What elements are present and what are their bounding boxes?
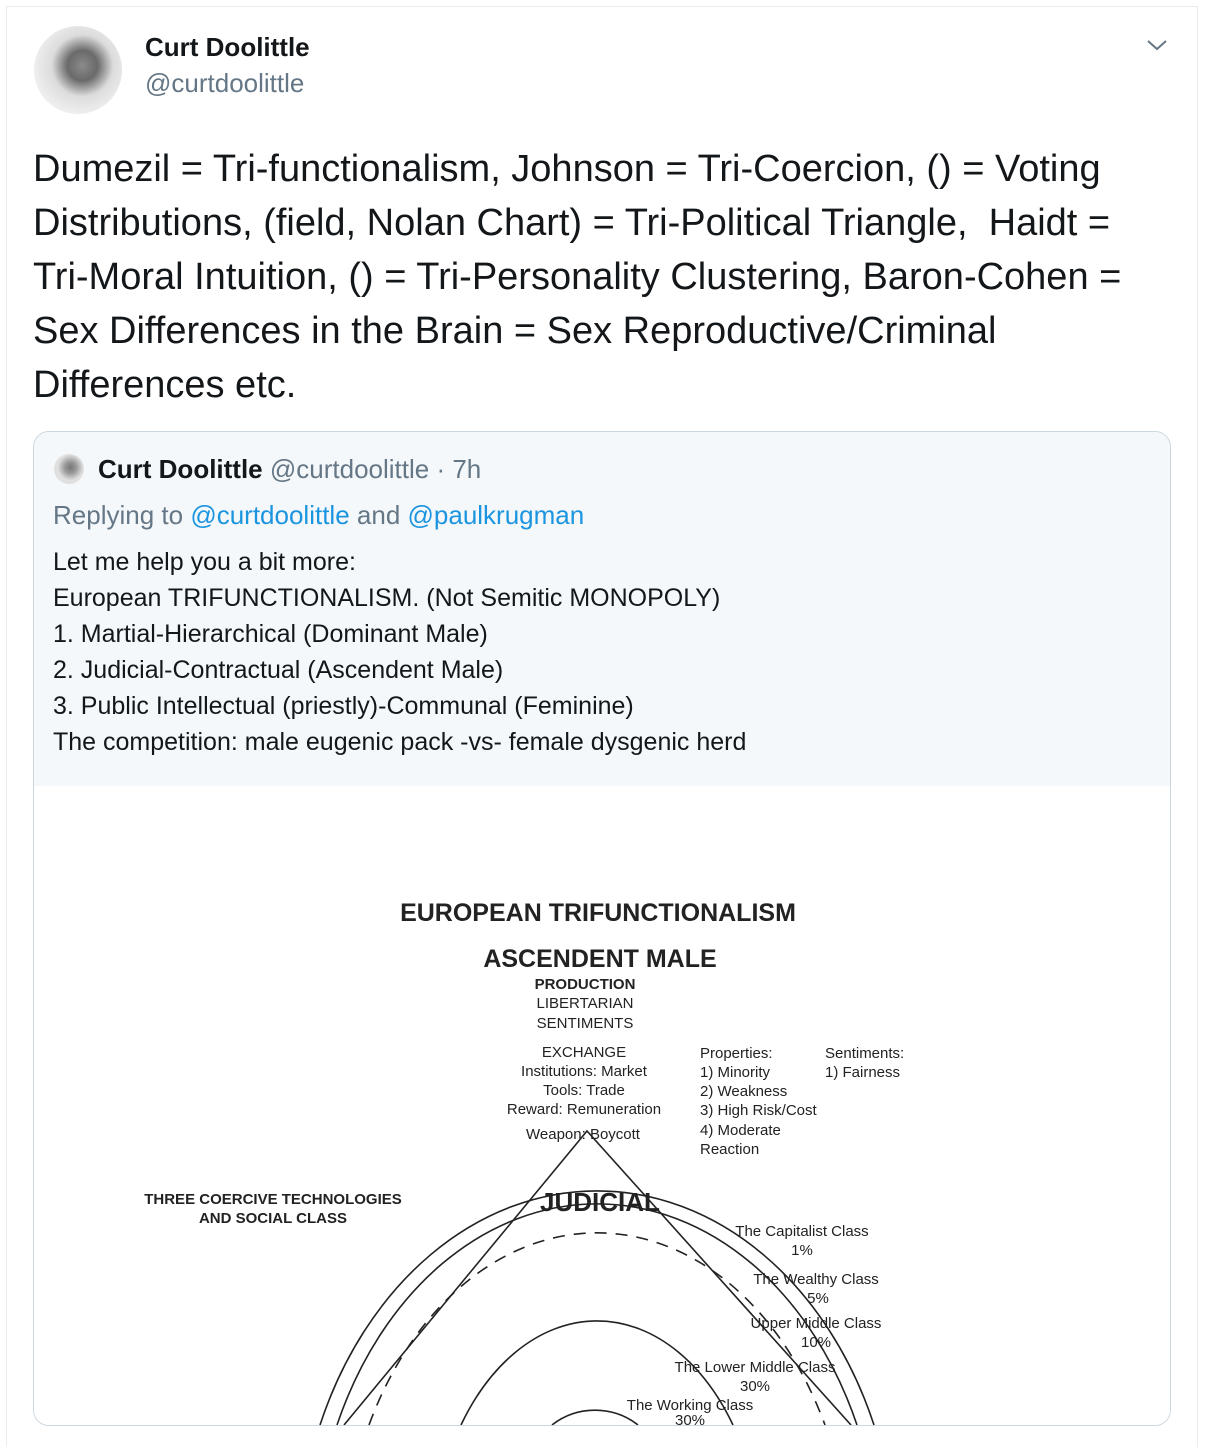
quoted-avatar [54,454,84,484]
exchange-line: Institutions: Market [521,1063,647,1080]
class-pct: 30% [674,1412,706,1425]
reply-user-link[interactable]: @curtdoolittle [190,500,350,530]
class-name: The Wealthy Class [753,1271,879,1288]
properties-line: 1) Minority [700,1064,771,1081]
replying-to: Replying to @curtdoolittle and @paulkrugman [53,500,585,530]
quoted-image[interactable] [34,787,1170,1425]
properties-line: Properties: [700,1045,773,1062]
libertarian-label: LIBERTARIAN [536,995,634,1012]
chevron-down-icon[interactable] [1146,34,1168,56]
properties-line: Reaction [700,1141,760,1158]
exchange-line: Weapon: Boycott [526,1126,640,1143]
properties-line: 3) High Risk/Cost [700,1102,817,1119]
class-name: The Capitalist Class [735,1223,869,1240]
quoted-meta: @curtdoolittle · 7h [269,454,482,484]
tweet-text: Dumezil = Tri-functionalism, Johnson = Tri-Coercion, () = Voting Distributions, (field, Nolan Chart) = Tri-Political Triangle, Haidt = Tri-Moral Intuition, () = Tri-Personality Clustering, Baron-Cohen = Sex Differences in the Brain = Sex Reproductive/Criminal Differences etc. [33,148,1132,406]
properties-line: 4) Moderate [700,1122,781,1139]
coercive-label: AND SOCIAL CLASS [198,1210,348,1227]
class-name: The Working Class [626,1397,754,1414]
coercive-label: THREE COERCIVE TECHNOLOGIES [144,1191,402,1208]
sentiments-line: 1) Fairness [825,1064,901,1081]
diagram-subtitle: ASCENDENT MALE [483,945,717,973]
quoted-author-name: Curt Doolittle [98,454,263,484]
sentiments-line: Sentiments: [825,1045,905,1062]
quoted-text: Let me help you a bit more: European TRIFUNCTIONALISM. (Not Semitic MONOPOLY) 1. Martial-Hierarchical (Dominant Male) 2. Judicial-Contractual (Ascendent Male) 3. Public Intellectual (priestly)-Communal (Feminine) The competition: male eugenic pack -vs- female dysgenic herd [53,548,747,756]
diagram-title: EUROPEAN TRIFUNCTIONALISM [400,899,796,927]
production-label: PRODUCTION [534,976,636,993]
author-name[interactable]: Curt Doolittle [145,32,310,62]
sentiments-label: SENTIMENTS [536,1015,634,1032]
exchange-line: Reward: Remuneration [506,1101,662,1118]
reply-user-link[interactable]: @paulkrugman [407,500,585,530]
class-name: Upper Middle Class [750,1315,882,1332]
class-pct: 10% [800,1334,832,1351]
class-name: The Lower Middle Class [674,1359,836,1376]
class-pct: 1% [791,1242,813,1259]
exchange-line: EXCHANGE [541,1044,627,1061]
properties-line: 2) Weakness [700,1083,788,1100]
innermost-ring [552,1410,638,1425]
trifunctionalism-diagram [34,787,1170,1425]
class-pct: 5% [807,1290,829,1307]
author-handle[interactable]: @curtdoolittle [145,68,305,98]
judicial-label: JUDICIAL [540,1187,660,1217]
author-avatar[interactable] [34,26,122,114]
exchange-line: Tools: Trade [543,1082,625,1099]
quoted-tweet[interactable] [33,431,1171,1426]
class-pct: 30% [739,1378,771,1395]
